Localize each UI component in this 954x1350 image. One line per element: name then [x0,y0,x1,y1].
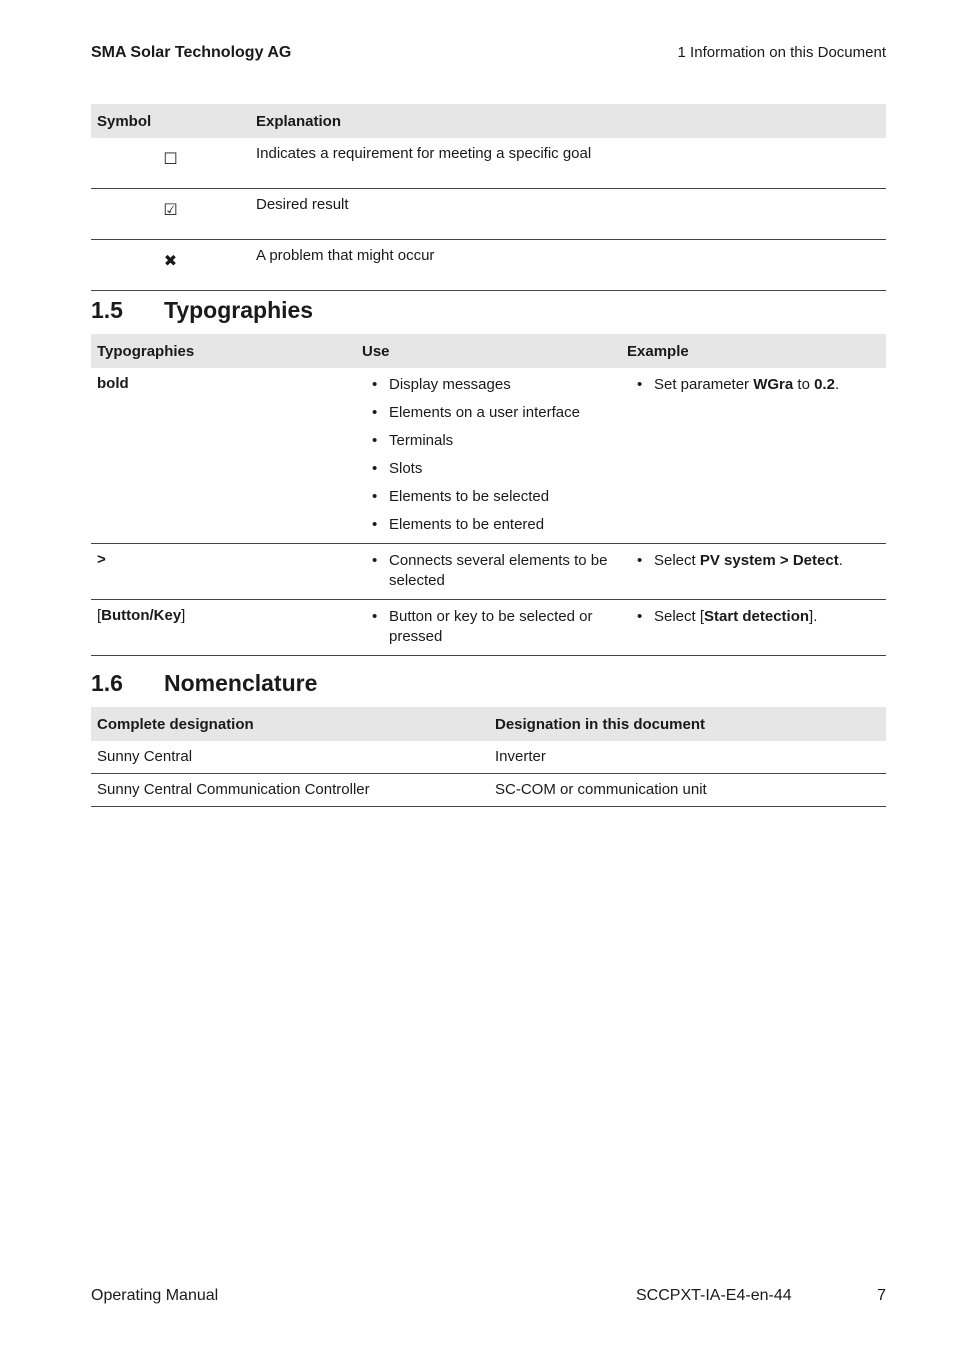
bracket-text: ] [181,607,186,624]
chapter-title: 1 Information on this Document [677,44,886,61]
typography-cell: > [91,544,356,600]
nomenclature-table [91,707,886,807]
table-cell: Inverter [489,741,886,774]
symbols-table [91,104,886,291]
list-item: • Elements to be selected [362,487,615,507]
list-item: • Terminals [362,431,615,451]
column-header: Symbol [91,104,250,138]
use-cell [356,368,621,544]
list-item [627,607,880,627]
table-row [91,189,886,240]
document-id: SCCPXT-IA-E4-en-44 [636,1287,792,1304]
example-bold: WGra [753,376,794,393]
table-cell: Sunny Central Communication Controller [91,774,489,807]
example-bold: PV system > Detect [699,552,839,569]
explanation-cell: Desired result [250,189,886,240]
table-cell: Sunny Central [91,741,489,774]
list-item: • Elements to be entered [362,515,615,535]
section-heading-nomenclature [91,670,317,697]
table-row [91,774,886,807]
use-list [362,375,615,535]
example-text: to [793,376,815,393]
example-list [627,551,880,571]
section-number: 1.5 [91,297,123,323]
example-text: . [834,376,840,393]
list-item: • Elements on a user interface [362,403,615,423]
list-item [627,375,880,395]
table-row [91,741,886,774]
table-header-row [91,104,886,138]
example-text: ]. [809,608,818,625]
table-row [91,368,886,544]
explanation-cell: Indicates a requirement for meeting a specific goal [250,138,886,189]
example-cell [621,544,886,600]
column-header: Designation in this document [489,707,886,741]
empty-checkbox-icon: ☐ [91,138,250,189]
section-number: 1.6 [91,670,123,696]
use-list [362,551,615,591]
use-cell [356,544,621,600]
page-header [91,44,886,62]
column-header: Explanation [250,104,886,138]
bracket-text: [ [97,607,102,624]
use-cell [356,600,621,656]
section-title: Typographies [164,297,314,323]
section-heading-typographies [91,297,313,324]
column-header: Complete designation [91,707,489,741]
example-text: . [838,552,843,569]
example-cell [621,368,886,544]
list-item: • Slots [362,459,615,479]
typography-bold: Button/Key [101,607,182,624]
example-bold: 0.2 [814,376,835,393]
table-row [91,544,886,600]
example-text: Set parameter [654,376,754,393]
table-header-row [91,707,886,741]
typographies-table [91,334,886,656]
list-item: • Display messages [362,375,615,395]
cross-icon: ✖ [91,240,250,291]
column-header: Typographies [91,334,356,368]
list-item [627,551,880,571]
typography-cell [91,600,356,656]
company-name: SMA Solar Technology AG [91,44,292,61]
page-number: 7 [877,1287,886,1304]
explanation-cell: A problem that might occur [250,240,886,291]
table-row [91,138,886,189]
table-header-row [91,334,886,368]
table-cell: SC-COM or communication unit [489,774,886,807]
typography-cell: bold [91,368,356,544]
table-row [91,600,886,656]
column-header: Example [621,334,886,368]
example-text: Select [ [654,608,705,625]
list-item: • Button or key to be selected or pressed [362,607,615,647]
example-bold: Start detection [704,608,810,625]
example-text: Select [654,552,700,569]
checked-checkbox-icon: ☑ [91,189,250,240]
example-cell [621,600,886,656]
column-header: Use [356,334,621,368]
section-title: Nomenclature [164,670,318,696]
list-item: • Connects several elements to be selected [362,551,615,591]
example-list [627,375,880,395]
table-row [91,240,886,291]
example-list [627,607,880,627]
document-type: Operating Manual [91,1287,219,1304]
use-list [362,607,615,647]
